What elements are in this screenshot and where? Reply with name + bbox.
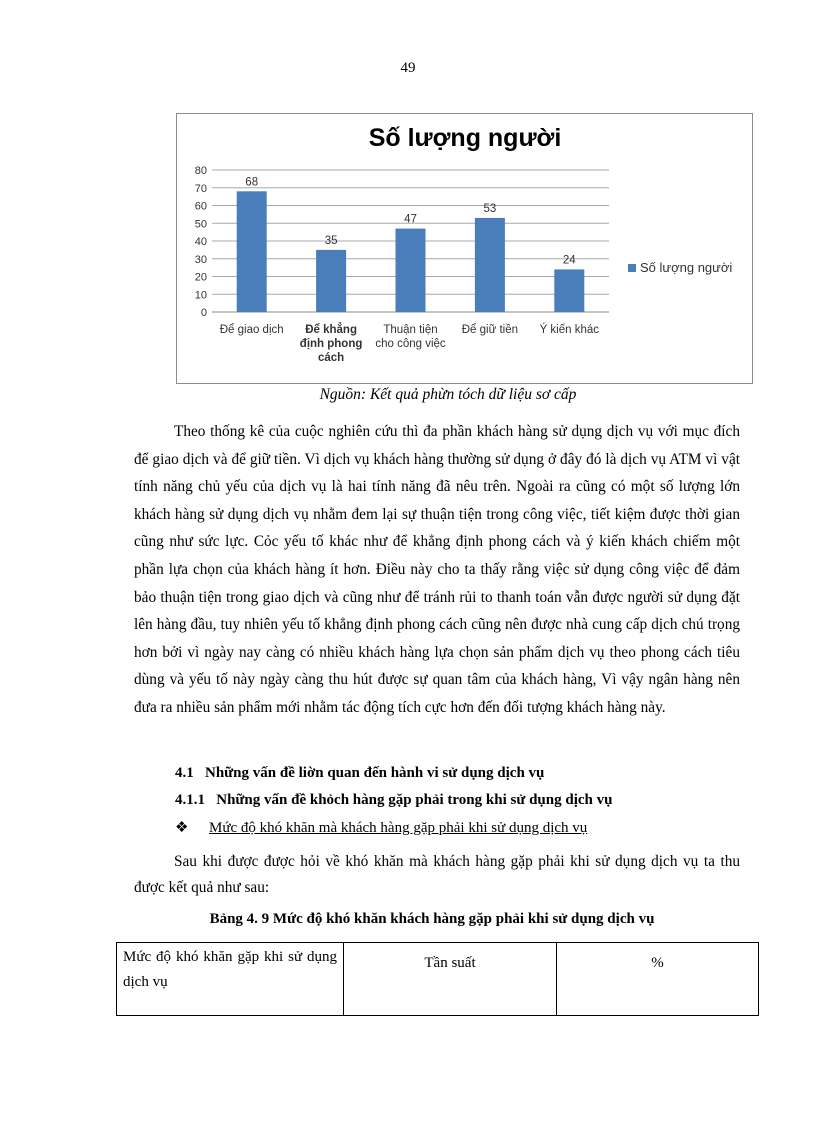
data-label: 24 (562, 254, 576, 267)
paragraph-1 (134, 418, 740, 722)
data-label: 53 (483, 202, 497, 215)
x-tick-label: Để giao dịch (219, 324, 284, 336)
y-tick-label: 40 (194, 236, 207, 248)
bar (554, 269, 584, 312)
bar (237, 191, 267, 312)
x-tick-label: cách (317, 352, 345, 364)
page-number: 49 (400, 60, 416, 76)
paragraph-1-text: Theo thống kê của cuộc nghiên cứu thì đa phần khách hàng sử dụng dịch vụ với mục đích để giao dịch và để giữ tiền. Vì dịch vụ khách hàng thường sử dụng ở đây đó là dịch vụ ATM vì vật tính năng chủ yếu của dịch vụ là hai tính năng đã nêu trên. Ngoài ra cũng có một số lượng lớn khách hàng sử dụng dịch vụ nhằm đem lại sự thuận tiện trong công việc, tiết kiệm được thời gian cũng như sức lực. Cỏc yếu tố khác như để khẳng định phong cách và ý kiến khách chiếm một phần lựa chọn của khách hàng ít hơn. Điều này cho ta thấy rằng việc sử dụng công việc để đảm bảo thuận tiện trong giao dịch và cũng như để tránh rủi to thanh toán vẫn được người sử dụng đặt lên hàng đầu, tuy nhiên yếu tố khẳng định phong cách cũng nên được nhà cung cấp dịch chú trọng hơn bởi vì ngày nay càng có nhiều khách hàng lựa chọn sản phẩm dịch vụ theo phong cách tiêu dùng và yếu tố này ngày càng thu hút được sự quan tâm của khách hàng, Vì vậy ngân hàng nên đưa ra nhiều sản phẩm mới nhằm tác động tích cực hơn đến đối tượng khách hàng này. (134, 423, 740, 716)
diamond-bullet-icon: ❖ (175, 820, 189, 836)
subsection-heading-text: Mức độ khó khăn mà khách hàng gặp phải khi sử dụng dịch vụ (209, 820, 588, 836)
data-table (116, 942, 759, 1016)
y-tick-label: 80 (194, 165, 207, 177)
legend-label: Số lượng người (640, 260, 733, 275)
y-tick-label: 70 (194, 182, 207, 195)
table-header-row (117, 943, 759, 1016)
y-tick-label: 50 (194, 218, 207, 231)
chart-svg (177, 114, 752, 383)
bar (316, 250, 346, 312)
x-tick-label: định phong (299, 338, 363, 350)
legend-swatch (628, 264, 636, 272)
table-header-cell: Tần suất (344, 943, 557, 1016)
bar (475, 218, 505, 312)
chart-title: Số lượng người (368, 124, 562, 152)
section-heading-4-1: 4.1 Những vấn đề liờn quan đến hành vi sử dụng dịch vụ (175, 765, 545, 781)
x-tick-label: Ý kiến khác (539, 324, 600, 336)
data-label: 35 (324, 234, 338, 247)
table-header-cell: Mức độ khó khăn gặp khi sử dụng dịch vụ (117, 943, 344, 1016)
table-caption: Bảng 4. 9 Mức độ khó khăn khách hàng gặp phải khi sử dụng dịch vụ (209, 911, 655, 927)
y-tick-label: 60 (194, 200, 207, 213)
subsection-heading (175, 818, 587, 837)
bar-chart (176, 113, 753, 384)
paragraph-2: Sau khi được được hỏi về khó khăn mà khách hàng gặp phải khi sử dụng dịch vụ ta thu được kết quả như sau: (134, 853, 740, 896)
x-tick-label: Thuận tiện (383, 324, 438, 336)
data-label: 47 (404, 213, 417, 226)
x-tick-label: Để giữ tiền (461, 324, 519, 336)
table-header-cell: % (557, 943, 759, 1016)
y-tick-label: 10 (194, 289, 207, 302)
y-tick-label: 20 (194, 271, 207, 284)
bar (396, 229, 426, 312)
x-tick-label: cho công việc (375, 338, 446, 350)
y-tick-label: 30 (194, 253, 207, 266)
section-heading-4-1-1: 4.1.1 Những vấn đề khỏch hàng gặp phải trong khi sử dụng dịch vụ (175, 792, 613, 808)
chart-caption: Nguồn: Kết quả phừn tóch dữ liệu sơ cấp (319, 386, 577, 403)
data-label: 68 (245, 176, 259, 189)
x-tick-label: Để khẳng (305, 324, 357, 336)
y-tick-label: 0 (200, 307, 207, 319)
